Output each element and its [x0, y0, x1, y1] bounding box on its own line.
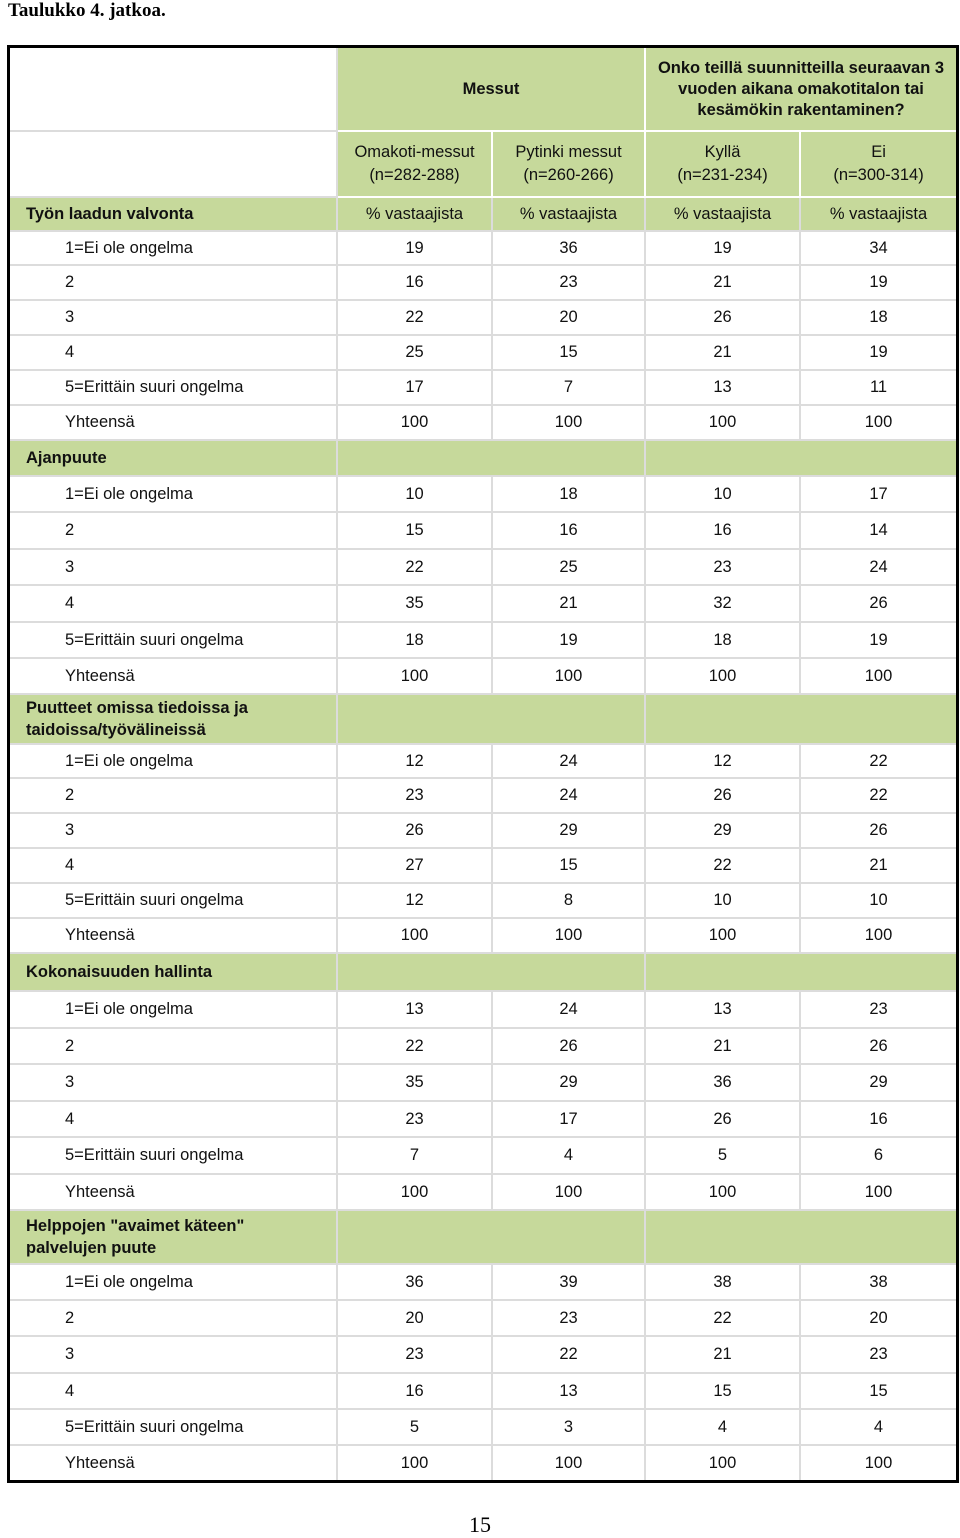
table-row [10, 1265, 956, 1301]
value-cell: 100 [493, 406, 646, 441]
value-cell: 24 [493, 745, 646, 779]
row-label: 5=Erittäin suuri ongelma [10, 1410, 338, 1446]
value-cell: 100 [493, 1175, 646, 1211]
row-label: 4 [10, 1374, 338, 1410]
value-cell: 35 [338, 1065, 493, 1102]
value-cell: 7 [338, 1138, 493, 1175]
value-cell: 13 [646, 371, 801, 406]
value-cell: 16 [493, 513, 646, 550]
section-header-row [10, 441, 956, 477]
value-cell: 13 [493, 1374, 646, 1410]
section-header-fill [338, 441, 646, 477]
value-cell: 26 [801, 814, 956, 849]
value-cell: 17 [493, 1102, 646, 1138]
row-label: 5=Erittäin suuri ongelma [10, 1138, 338, 1175]
table-row [10, 623, 956, 659]
value-cell: 23 [338, 779, 493, 814]
row-label: 2 [10, 513, 338, 550]
value-cell: 34 [801, 232, 956, 266]
value-cell: 22 [338, 301, 493, 336]
section-title: Kokonaisuuden hallinta [10, 954, 338, 992]
header-corner-sub [10, 132, 338, 198]
value-cell: 100 [646, 1175, 801, 1211]
value-cell: 22 [646, 1301, 801, 1337]
value-cell: 15 [493, 336, 646, 371]
value-cell: 100 [493, 659, 646, 695]
value-cell: 10 [338, 477, 493, 513]
value-cell: 21 [493, 586, 646, 623]
row-label: Yhteensä [10, 1175, 338, 1211]
value-cell: 21 [646, 336, 801, 371]
value-cell: 29 [801, 1065, 956, 1102]
table-row [10, 884, 956, 919]
value-cell: 5 [338, 1410, 493, 1446]
row-label: 2 [10, 779, 338, 814]
value-cell: 19 [338, 232, 493, 266]
value-cell: 100 [493, 1446, 646, 1480]
value-cell: 19 [801, 623, 956, 659]
row-label: 4 [10, 1102, 338, 1138]
row-label: 5=Erittäin suuri ongelma [10, 371, 338, 406]
section-header-row [10, 695, 956, 745]
value-cell: 18 [646, 623, 801, 659]
value-cell: 20 [338, 1301, 493, 1337]
table-row [10, 779, 956, 814]
table-row [10, 586, 956, 623]
value-cell: 21 [646, 1029, 801, 1065]
table-row [10, 232, 956, 266]
value-cell: 100 [864, 1453, 893, 1472]
value-cell: 4 [801, 1410, 956, 1446]
value-cell: 36 [493, 232, 646, 266]
table-row [10, 1374, 956, 1410]
value-cell: 26 [338, 814, 493, 849]
value-cell: 12 [338, 884, 493, 919]
value-cell: 5 [646, 1138, 801, 1175]
section-header-fill [338, 1211, 646, 1265]
section-header-fill [646, 441, 956, 477]
value-cell: 36 [646, 1065, 801, 1102]
value-cell: 24 [493, 992, 646, 1029]
header-col-4-name: Ei [871, 143, 886, 161]
value-cell: 38 [646, 1265, 801, 1301]
value-cell: 17 [338, 371, 493, 406]
section-title-line-1: Helppojen "avaimet käteen" [26, 1217, 245, 1235]
value-cell: 21 [646, 266, 801, 301]
value-cell: 16 [338, 1374, 493, 1410]
value-cell: 4 [493, 1138, 646, 1175]
section-header-fill [646, 695, 956, 745]
row-label: 2 [10, 1301, 338, 1337]
section-title [10, 1211, 338, 1265]
row-label: 4 [10, 586, 338, 623]
value-cell: 27 [338, 849, 493, 884]
row-label: Yhteensä [10, 406, 338, 441]
value-cell: 100 [801, 406, 956, 441]
table-row [10, 1138, 956, 1175]
row-label: 1=Ei ole ongelma [10, 992, 338, 1029]
value-cell: 21 [646, 1337, 801, 1374]
value-cell: 100 [646, 1446, 801, 1480]
value-cell: 29 [646, 814, 801, 849]
value-cell: 14 [801, 513, 956, 550]
value-cell: 10 [801, 884, 956, 919]
header-col-1 [338, 132, 493, 198]
value-cell: 18 [493, 477, 646, 513]
value-cell: 26 [493, 1029, 646, 1065]
table-row [10, 745, 956, 779]
table-row [10, 1065, 956, 1102]
value-cell: 16 [338, 266, 493, 301]
value-cell: 10 [646, 477, 801, 513]
value-cell: 38 [801, 1265, 956, 1301]
table-row [10, 336, 956, 371]
value-cell: 25 [493, 550, 646, 586]
value-cell: 36 [338, 1265, 493, 1301]
table-row [10, 1301, 956, 1337]
header-corner [10, 48, 338, 132]
value-cell: 35 [338, 586, 493, 623]
value-cell: 39 [493, 1265, 646, 1301]
table-row [10, 1102, 956, 1138]
value-cell: 100 [338, 406, 493, 441]
row-label: 2 [10, 266, 338, 301]
row-label: Yhteensä [10, 919, 338, 954]
value-cell: 23 [338, 1102, 493, 1138]
value-cell: 32 [646, 586, 801, 623]
value-cell: 21 [801, 849, 956, 884]
value-cell: 15 [801, 1374, 956, 1410]
value-cell: 100 [801, 919, 956, 954]
value-cell: 29 [493, 814, 646, 849]
value-cell: 16 [646, 513, 801, 550]
value-cell: 15 [493, 849, 646, 884]
row-label: 1=Ei ole ongelma [10, 745, 338, 779]
header-col-2-name: Pytinki messut [515, 143, 622, 161]
value-cell: 24 [801, 550, 956, 586]
row-label: 1=Ei ole ongelma [10, 232, 338, 266]
header-group-plans: Onko teillä suunnitteilla seuraavan 3 vuoden aikana omakotitalon tai kesämökin rakentaminen? [646, 48, 956, 132]
row-label: 5=Erittäin suuri ongelma [10, 884, 338, 919]
value-cell: 26 [646, 301, 801, 336]
value-cell: 26 [801, 586, 956, 623]
value-cell: 100 [493, 919, 646, 954]
value-cell: 15 [646, 1374, 801, 1410]
value-cell: 100 [646, 919, 801, 954]
section-header-fill [646, 954, 956, 992]
value-cell: 25 [338, 336, 493, 371]
value-cell: 10 [646, 884, 801, 919]
table-row [10, 301, 956, 336]
value-cell: 8 [493, 884, 646, 919]
value-cell: 12 [646, 745, 801, 779]
value-cell: 100 [801, 1175, 956, 1211]
value-cell: 100 [801, 659, 956, 695]
value-cell: 23 [493, 1301, 646, 1337]
value-cell: 22 [338, 1029, 493, 1065]
value-cell: 26 [646, 1102, 801, 1138]
value-cell: 6 [801, 1138, 956, 1175]
table-row [10, 513, 956, 550]
table-row [10, 1446, 956, 1480]
table-row [10, 1337, 956, 1374]
table-row [10, 550, 956, 586]
section-title-line-2: palvelujen puute [26, 1239, 157, 1257]
value-cell: 17 [801, 477, 956, 513]
value-cell: 100 [338, 919, 493, 954]
page-number: 15 [469, 1512, 491, 1537]
section-header-fill [338, 695, 646, 745]
value-cell: 29 [493, 1065, 646, 1102]
header-group-messut: Messut [338, 48, 646, 132]
value-cell: 22 [493, 1337, 646, 1374]
value-cell: 23 [801, 992, 956, 1029]
table-row [10, 919, 956, 954]
value-cell: 13 [338, 992, 493, 1029]
value-cell: 16 [801, 1102, 956, 1138]
header-col-3 [646, 132, 801, 198]
value-cell: 11 [801, 371, 956, 406]
section-header-fill [646, 1211, 956, 1265]
section-header-row [10, 954, 956, 992]
header-col-1-n: (n=282-288) [369, 166, 460, 184]
table-row [10, 1029, 956, 1065]
table-row [10, 1175, 956, 1211]
section-header-fill [338, 954, 646, 992]
unit-label: % vastaajista [493, 198, 646, 232]
table-row [10, 371, 956, 406]
table-row [10, 992, 956, 1029]
value-cell: 100 [338, 1175, 493, 1211]
row-label: 3 [10, 550, 338, 586]
value-cell: 19 [801, 336, 956, 371]
row-label: 3 [10, 1065, 338, 1102]
section-title [10, 695, 338, 745]
section-title-line-2: taidoissa/työvälineissä [26, 721, 206, 739]
value-cell: 23 [338, 1337, 493, 1374]
value-cell: 24 [493, 779, 646, 814]
section-title: Ajanpuute [10, 441, 338, 477]
value-cell: 22 [801, 745, 956, 779]
table-row [10, 659, 956, 695]
value-cell: 13 [646, 992, 801, 1029]
section-title-line-1: Puutteet omissa tiedoissa ja [26, 699, 248, 717]
row-label: 4 [10, 849, 338, 884]
section-header-row [10, 1211, 956, 1265]
header-col-4-n: (n=300-314) [833, 166, 924, 184]
value-cell: 26 [801, 1029, 956, 1065]
row-label: 4 [10, 336, 338, 371]
header-col-2-n: (n=260-266) [523, 166, 614, 184]
header-col-3-name: Kyllä [704, 143, 741, 161]
value-cell: 15 [338, 513, 493, 550]
value-cell: 19 [493, 623, 646, 659]
value-cell: 18 [338, 623, 493, 659]
value-cell: 100 [338, 659, 493, 695]
table-row [10, 814, 956, 849]
unit-label: % vastaajista [801, 198, 956, 232]
value-cell: 19 [801, 266, 956, 301]
value-cell: 100 [338, 1446, 493, 1480]
row-label: 3 [10, 301, 338, 336]
value-cell: 22 [338, 550, 493, 586]
header-col-1-name: Omakoti-messut [354, 143, 475, 161]
results-table [7, 45, 959, 1483]
header-col-2 [493, 132, 646, 198]
value-cell: 4 [646, 1410, 801, 1446]
value-cell: 26 [646, 779, 801, 814]
table-row [10, 849, 956, 884]
table-row [10, 406, 956, 441]
row-label: Yhteensä [10, 1446, 338, 1480]
row-label: 1=Ei ole ongelma [10, 1265, 338, 1301]
row-label: 3 [10, 1337, 338, 1374]
value-cell: 20 [801, 1301, 956, 1337]
value-cell: 100 [646, 659, 801, 695]
page-title: Taulukko 4. jatkoa. [8, 0, 166, 21]
value-cell: 100 [646, 406, 801, 441]
value-cell: 12 [338, 745, 493, 779]
value-cell: 20 [493, 301, 646, 336]
value-cell: 7 [493, 371, 646, 406]
row-label: 1=Ei ole ongelma [10, 477, 338, 513]
value-cell: 23 [493, 266, 646, 301]
value-cell: 19 [646, 232, 801, 266]
table-row [10, 266, 956, 301]
row-label: 5=Erittäin suuri ongelma [10, 623, 338, 659]
table-row [10, 477, 956, 513]
section-title: Työn laadun valvonta [10, 198, 338, 232]
table-row [10, 1410, 956, 1446]
unit-label: % vastaajista [338, 198, 493, 232]
value-cell: 3 [493, 1410, 646, 1446]
value-cell: 23 [646, 550, 801, 586]
value-cell: 18 [801, 301, 956, 336]
row-label: Yhteensä [10, 659, 338, 695]
value-cell: 22 [646, 849, 801, 884]
value-cell: 22 [801, 779, 956, 814]
value-cell: 23 [801, 1337, 956, 1374]
header-col-3-n: (n=231-234) [677, 166, 768, 184]
unit-label: % vastaajista [646, 198, 801, 232]
row-label: 3 [10, 814, 338, 849]
header-col-4 [801, 132, 956, 198]
row-label: 2 [10, 1029, 338, 1065]
